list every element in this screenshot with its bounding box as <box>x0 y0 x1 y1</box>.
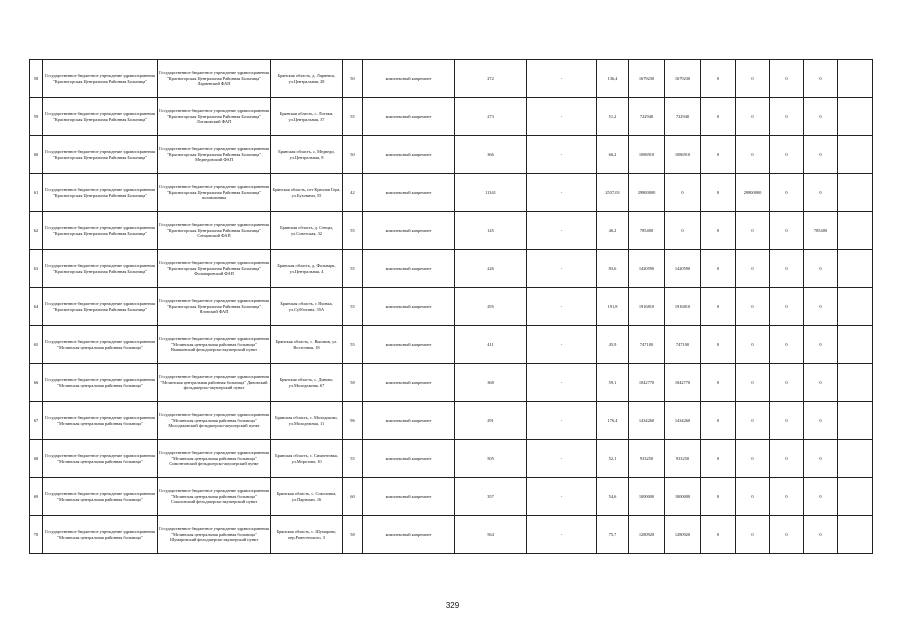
funding-cell-1: 722940 <box>665 98 701 136</box>
area-cell: 55 <box>343 288 363 326</box>
funding-cell-4: 0 <box>770 98 804 136</box>
area-cell: 55 <box>343 326 363 364</box>
funding-cell-1: 1420590 <box>665 250 701 288</box>
total-cost-cell: 29800000 <box>629 174 665 212</box>
organization-cell: Государственное бюджетное учреждение здравоохранения "Красногорская Центральная Районная Больница" <box>43 174 158 212</box>
count-cell: 505 <box>455 440 527 478</box>
facilities-table <box>29 59 873 554</box>
count-cell: 366 <box>455 136 527 174</box>
work-type-cell: комплексный капремонт <box>363 478 455 516</box>
table-row <box>30 288 873 326</box>
work-type-cell: комплексный капремонт <box>363 60 455 98</box>
total-cost-cell: 747100 <box>629 326 665 364</box>
dash-cell: - <box>527 440 597 478</box>
empty-cell <box>838 174 873 212</box>
dash-cell: - <box>527 326 597 364</box>
empty-cell <box>838 250 873 288</box>
count-cell: 226 <box>455 250 527 288</box>
organization-cell: Государственное бюджетное учреждение здравоохранения "Красногорская Центральная Районная Больница" <box>43 136 158 174</box>
total-cost-cell: 1420590 <box>629 250 665 288</box>
funding-cell-4: 0 <box>770 288 804 326</box>
funding-cell-2: 0 <box>701 440 736 478</box>
unit-value-cell: 176,4 <box>597 402 629 440</box>
address-cell: Брянская область, д. Ларневск, ул.Центральная, 28 <box>271 60 343 98</box>
funding-cell-2: 0 <box>701 402 736 440</box>
funding-cell-1: 1679230 <box>665 60 701 98</box>
count-cell: 295 <box>455 288 527 326</box>
organization-cell: Государственное бюджетное учреждение здравоохранения "Красногорская Центральная Районная Больница" <box>43 98 158 136</box>
organization-cell: Государственное бюджетное учреждение здравоохранения "Мглинская центральная районная больница" <box>43 478 158 516</box>
funding-cell-2: 0 <box>701 364 736 402</box>
funding-cell-3: 29800000 <box>736 174 770 212</box>
funding-cell-2: 0 <box>701 250 736 288</box>
funding-cell-1: 933250 <box>665 440 701 478</box>
facility-cell: Государственное бюджетное учреждение здравоохранения "Красногорская Центральная Районная Больница" Лотаковский ФАП <box>158 98 271 136</box>
row-number: 62 <box>30 212 43 250</box>
unit-value-cell: 2537,03 <box>597 174 629 212</box>
funding-cell-4: 0 <box>770 364 804 402</box>
area-cell: 58 <box>343 364 363 402</box>
funding-cell-4: 0 <box>770 250 804 288</box>
dash-cell: - <box>527 288 597 326</box>
funding-cell-1: 747100 <box>665 326 701 364</box>
table-row <box>30 60 873 98</box>
empty-cell <box>838 364 873 402</box>
area-cell: 50 <box>343 136 363 174</box>
work-type-cell: комплексный капремонт <box>363 136 455 174</box>
area-cell: 60 <box>343 478 363 516</box>
address-cell: Брянская область, с. Дивово, ул.Молодежная, 67 <box>271 364 343 402</box>
organization-cell: Государственное бюджетное учреждение здравоохранения "Красногорская Центральная Районная Больница" <box>43 212 158 250</box>
funding-cell-5: 0 <box>804 364 838 402</box>
funding-cell-3: 0 <box>736 402 770 440</box>
address-cell: Брянская область, с. Вышков, ул. Восточная, 18 <box>271 326 343 364</box>
area-cell: 42 <box>343 174 363 212</box>
row-number: 68 <box>30 440 43 478</box>
facility-cell: Государственное бюджетное учреждение здравоохранения "Мглинская центральная районная больница" Дивовский фельдшерско-акушерский пункт <box>158 364 271 402</box>
funding-cell-1: 1042770 <box>665 364 701 402</box>
funding-cell-3: 0 <box>736 516 770 554</box>
work-type-cell: комплексный капремонт <box>363 364 455 402</box>
row-number: 63 <box>30 250 43 288</box>
funding-cell-4: 0 <box>770 478 804 516</box>
funding-cell-1: 1086910 <box>665 136 701 174</box>
facility-cell: Государственное бюджетное учреждение здравоохранения "Красногорская Центральная Районная Больница" Яловский ФАП <box>158 288 271 326</box>
funding-cell-3: 0 <box>736 326 770 364</box>
funding-cell-1: 0 <box>665 174 701 212</box>
row-number: 69 <box>30 478 43 516</box>
row-number: 59 <box>30 98 43 136</box>
row-number: 61 <box>30 174 43 212</box>
facility-cell: Государственное бюджетное учреждение здравоохранения "Мглинская центральная районная больница" Шумаровский фельдшерско-акушерский пункт <box>158 516 271 554</box>
unit-value-cell: 136,4 <box>597 60 629 98</box>
funding-cell-2: 0 <box>701 60 736 98</box>
table-row <box>30 250 873 288</box>
address-cell: Брянская область, с. Медведи, ул.Центральная, 8 <box>271 136 343 174</box>
work-type-cell: комплексный капремонт <box>363 98 455 136</box>
address-cell: Брянская область, пгт Красная Гора, ул.Буховичи, 55 <box>271 174 343 212</box>
work-type-cell: комплексный капремонт <box>363 402 455 440</box>
work-type-cell: комплексный капремонт <box>363 440 455 478</box>
funding-cell-1: 1000000 <box>665 478 701 516</box>
table-row <box>30 440 873 478</box>
funding-cell-5: 0 <box>804 98 838 136</box>
funding-cell-4: 0 <box>770 516 804 554</box>
unit-value-cell: 52,1 <box>597 440 629 478</box>
funding-cell-5: 0 <box>804 516 838 554</box>
table-row <box>30 402 873 440</box>
work-type-cell: комплексный капремонт <box>363 250 455 288</box>
organization-cell: Государственное бюджетное учреждение здравоохранения "Красногорская Центральная Районная Больница" <box>43 250 158 288</box>
funding-cell-3: 0 <box>736 60 770 98</box>
facility-cell: Государственное бюджетное учреждение здравоохранения "Мглинская центральная районная больница" Молодьковский фельдшерско-акушерский пункт <box>158 402 271 440</box>
row-number: 65 <box>30 326 43 364</box>
table-row <box>30 516 873 554</box>
facility-cell: Государственное бюджетное учреждение здравоохранения "Красногорская Центральная Районная Больница" Ларневский ФАП <box>158 60 271 98</box>
count-cell: 273 <box>455 98 527 136</box>
funding-cell-1: 1916810 <box>665 288 701 326</box>
table-row <box>30 98 873 136</box>
work-type-cell: комплексный капремонт <box>363 288 455 326</box>
funding-cell-5: 0 <box>804 288 838 326</box>
work-type-cell: комплексный капремонт <box>363 326 455 364</box>
total-cost-cell: 1086910 <box>629 136 665 174</box>
row-number: 60 <box>30 136 43 174</box>
facility-cell: Государственное бюджетное учреждение здравоохранения "Мглинская центральная районная больница" Соколовский фельдшерско-акушерский пункт <box>158 478 271 516</box>
funding-cell-5: 785400 <box>804 212 838 250</box>
total-cost-cell: 785400 <box>629 212 665 250</box>
funding-cell-3: 0 <box>736 212 770 250</box>
funding-cell-4: 0 <box>770 440 804 478</box>
unit-value-cell: 45,9 <box>597 326 629 364</box>
facility-cell: Государственное бюджетное учреждение здравоохранения "Красногорская Центральная Районная Больница" Фольваровский ФАП <box>158 250 271 288</box>
total-cost-cell: 933250 <box>629 440 665 478</box>
dash-cell: - <box>527 136 597 174</box>
table-row <box>30 326 873 364</box>
funding-cell-1: 0 <box>665 212 701 250</box>
organization-cell: Государственное бюджетное учреждение здравоохранения "Красногорская Центральная Районная Больница" <box>43 288 158 326</box>
funding-cell-5: 0 <box>804 478 838 516</box>
facility-cell: Государственное бюджетное учреждение здравоохранения "Красногорская Центральная Районная Больница" Сенцовский ФАП <box>158 212 271 250</box>
address-cell: Брянская область, с Яловка, ул.Субботина, 35А <box>271 288 343 326</box>
total-cost-cell: 1042770 <box>629 364 665 402</box>
address-cell: Брянская область, с. Молодьково, ул.Молодежная, 11 <box>271 402 343 440</box>
funding-cell-4: 0 <box>770 136 804 174</box>
funding-cell-4: 0 <box>770 60 804 98</box>
facility-cell: Государственное бюджетное учреждение здравоохранения "Мглинская центральная районная больница" Симонтовский фельдшерско-акушерский пункт <box>158 440 271 478</box>
dash-cell: - <box>527 402 597 440</box>
funding-cell-3: 0 <box>736 364 770 402</box>
funding-cell-5: 0 <box>804 250 838 288</box>
dash-cell: - <box>527 212 597 250</box>
area-cell: 50 <box>343 60 363 98</box>
count-cell: 411 <box>455 326 527 364</box>
work-type-cell: комплексный капремонт <box>363 212 455 250</box>
table-row <box>30 478 873 516</box>
facility-cell: Государственное бюджетное учреждение здравоохранения "Красногорская Центральная Районная Больница" Медведовский ФАП <box>158 136 271 174</box>
dash-cell: - <box>527 98 597 136</box>
funding-cell-2: 0 <box>701 326 736 364</box>
unit-value-cell: 59,1 <box>597 364 629 402</box>
funding-cell-3: 0 <box>736 478 770 516</box>
empty-cell <box>838 98 873 136</box>
empty-cell <box>838 60 873 98</box>
funding-cell-1: 1434260 <box>665 402 701 440</box>
address-cell: Брянская область, с. Соколовка, ул.Партизан, 16 <box>271 478 343 516</box>
funding-cell-3: 0 <box>736 136 770 174</box>
count-cell: 564 <box>455 516 527 554</box>
funding-cell-3: 0 <box>736 440 770 478</box>
empty-cell <box>838 212 873 250</box>
total-cost-cell: 1280920 <box>629 516 665 554</box>
empty-cell <box>838 136 873 174</box>
dash-cell: - <box>527 250 597 288</box>
funding-cell-2: 0 <box>701 516 736 554</box>
count-cell: 272 <box>455 60 527 98</box>
count-cell: 145 <box>455 212 527 250</box>
address-cell: Брянская область, с. Симонтовка, ул.Морозова, 10 <box>271 440 343 478</box>
funding-cell-3: 0 <box>736 98 770 136</box>
dash-cell: - <box>527 174 597 212</box>
empty-cell <box>838 326 873 364</box>
funding-cell-1: 1280920 <box>665 516 701 554</box>
unit-value-cell: 83,6 <box>597 250 629 288</box>
funding-cell-4: 0 <box>770 402 804 440</box>
row-number: 66 <box>30 364 43 402</box>
area-cell: 55 <box>343 250 363 288</box>
funding-cell-2: 0 <box>701 136 736 174</box>
funding-cell-5: 0 <box>804 402 838 440</box>
dash-cell: - <box>527 364 597 402</box>
organization-cell: Государственное бюджетное учреждение здравоохранения "Мглинская центральная районная больница" <box>43 326 158 364</box>
work-type-cell: комплексный капремонт <box>363 174 455 212</box>
count-cell: 368 <box>455 364 527 402</box>
organization-cell: Государственное бюджетное учреждение здравоохранения "Мглинская центральная районная больница" <box>43 440 158 478</box>
empty-cell <box>838 288 873 326</box>
page-number: 329 <box>445 601 460 610</box>
funding-cell-4: 0 <box>770 174 804 212</box>
area-cell: 55 <box>343 98 363 136</box>
work-type-cell: комплексный капремонт <box>363 516 455 554</box>
area-cell: 58 <box>343 516 363 554</box>
total-cost-cell: 1434260 <box>629 402 665 440</box>
unit-value-cell: 46,2 <box>597 212 629 250</box>
count-cell: 357 <box>455 478 527 516</box>
unit-value-cell: 51,2 <box>597 98 629 136</box>
table-row <box>30 174 873 212</box>
area-cell: 55 <box>343 212 363 250</box>
unit-value-cell: 54,6 <box>597 478 629 516</box>
funding-cell-3: 0 <box>736 250 770 288</box>
dash-cell: - <box>527 60 597 98</box>
area-cell: 55 <box>343 440 363 478</box>
funding-cell-2: 0 <box>701 478 736 516</box>
address-cell: Брянская область, д. Фольварк, ул.Центральная, 4 <box>271 250 343 288</box>
organization-cell: Государственное бюджетное учреждение здравоохранения "Мглинская центральная районная больница" <box>43 364 158 402</box>
empty-cell <box>838 478 873 516</box>
row-number: 58 <box>30 60 43 98</box>
funding-cell-2: 0 <box>701 212 736 250</box>
table-row <box>30 136 873 174</box>
funding-cell-5: 0 <box>804 174 838 212</box>
empty-cell <box>838 516 873 554</box>
organization-cell: Государственное бюджетное учреждение здравоохранения "Мглинская центральная районная больница" <box>43 516 158 554</box>
row-number: 67 <box>30 402 43 440</box>
facility-cell: Государственное бюджетное учреждение здравоохранения "Красногорская Центральная Районная Больница" поликлиника <box>158 174 271 212</box>
unit-value-cell: 66,2 <box>597 136 629 174</box>
row-number: 64 <box>30 288 43 326</box>
address-cell: Брянская область, с. Шумарово, пер.Ровесенского, 3 <box>271 516 343 554</box>
organization-cell: Государственное бюджетное учреждение здравоохранения "Мглинская центральная районная больница" <box>43 402 158 440</box>
total-cost-cell: 1916810 <box>629 288 665 326</box>
table-row <box>30 212 873 250</box>
empty-cell <box>838 402 873 440</box>
funding-cell-4: 0 <box>770 326 804 364</box>
funding-cell-5: 0 <box>804 60 838 98</box>
area-cell: 96 <box>343 402 363 440</box>
unit-value-cell: 75,7 <box>597 516 629 554</box>
funding-cell-2: 0 <box>701 288 736 326</box>
address-cell: Брянская область, с. Лотаки, ул.Центральная, 37 <box>271 98 343 136</box>
funding-cell-4: 0 <box>770 212 804 250</box>
funding-cell-5: 0 <box>804 326 838 364</box>
organization-cell: Государственное бюджетное учреждение здравоохранения "Красногорская Центральная Районная Больница" <box>43 60 158 98</box>
dash-cell: - <box>527 478 597 516</box>
facility-cell: Государственное бюджетное учреждение здравоохранения "Мглинская центральная районная больница" Вышковский фельдшерско-акушерский пункт <box>158 326 271 364</box>
table-row <box>30 364 873 402</box>
funding-cell-2: 0 <box>701 174 736 212</box>
funding-cell-5: 0 <box>804 136 838 174</box>
count-cell: 11341 <box>455 174 527 212</box>
row-number: 70 <box>30 516 43 554</box>
funding-cell-2: 0 <box>701 98 736 136</box>
count-cell: 291 <box>455 402 527 440</box>
total-cost-cell: 722940 <box>629 98 665 136</box>
funding-cell-3: 0 <box>736 288 770 326</box>
empty-cell <box>838 440 873 478</box>
address-cell: Брянская область, д. Сенцы, ул.Советская, 32 <box>271 212 343 250</box>
total-cost-cell: 1000000 <box>629 478 665 516</box>
total-cost-cell: 1679230 <box>629 60 665 98</box>
unit-value-cell: 191,8 <box>597 288 629 326</box>
funding-cell-5: 0 <box>804 440 838 478</box>
dash-cell: - <box>527 516 597 554</box>
